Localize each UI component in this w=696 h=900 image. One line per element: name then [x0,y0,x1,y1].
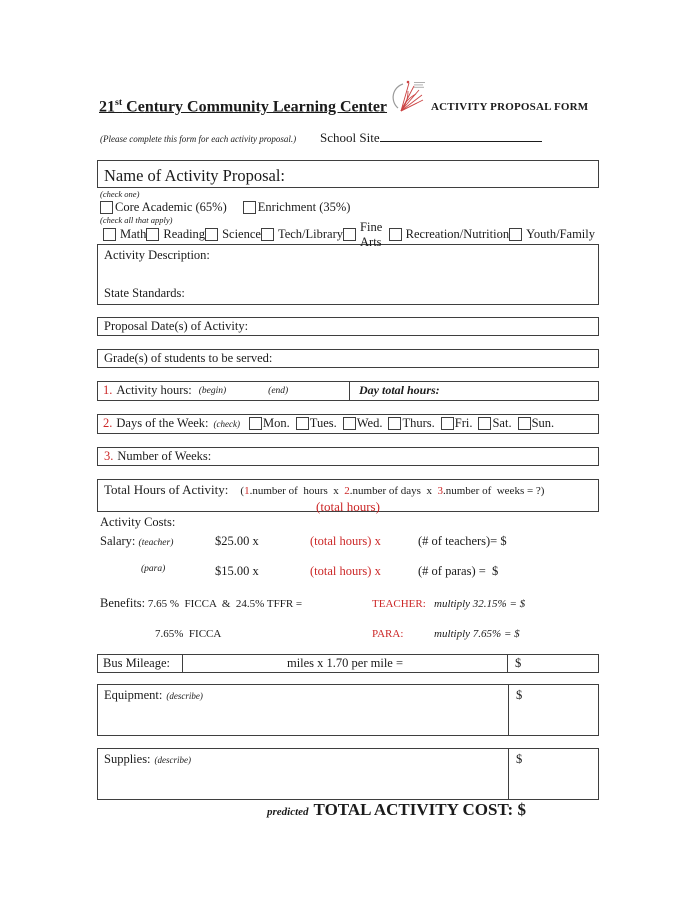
subject-recreation [389,227,509,242]
subject-math [103,227,146,242]
grades-box[interactable] [97,349,599,368]
supplies-describe-cell[interactable] [98,749,508,799]
title-number: 21 [99,98,115,115]
bus-mileage-dollar-cell[interactable] [508,655,598,672]
teacher-total-hours: (total hours) x [310,533,381,548]
math-checkbox[interactable] [103,228,116,241]
formula-seg-2: .number of days x [349,484,438,497]
activity-hours-label: Activity hours: [116,383,192,398]
teacher-calc: multiply 32.15% = $ [434,597,526,610]
end-label: (end) [268,385,289,396]
reading-label: Reading [163,227,206,242]
monday-label: Mon. [263,416,290,431]
subject-reading [146,227,205,242]
day-total-hours-cell[interactable] [350,382,598,400]
supplies-dollar-cell[interactable] [508,749,598,799]
category-options-row [100,200,599,214]
form-header [97,84,599,116]
begin-label: (begin) [198,385,227,396]
activity-name-label: Name of Activity Proposal: [104,166,286,185]
youth-family-label: Youth/Family [526,227,595,242]
fine-arts-checkbox[interactable] [343,228,356,241]
item-number-1: 1. [103,383,113,398]
subject-tech-library [261,227,343,242]
salary-teacher-label [100,534,215,549]
grades-label: Grade(s) of students to be served: [104,350,273,365]
day-monday [249,416,290,431]
sunday-label: Sun. [531,416,555,431]
supplies-describe-note: (describe) [154,754,192,765]
day-total-hours-label: Day total hours: [359,383,440,398]
form-name: ACTIVITY PROPOSAL FORM [431,101,589,113]
formula-seg-1: .number of hours x [249,484,345,497]
supplies-label: Supplies: [104,751,151,766]
saturday-checkbox[interactable] [478,417,491,430]
predicted-total-line [97,800,599,820]
enrichment-checkbox[interactable] [243,201,256,214]
teacher-rate: $25.00 x [215,533,259,548]
subject-science [205,227,261,242]
check-note: (check) [213,418,240,429]
wednesday-checkbox[interactable] [343,417,356,430]
formula-num-2: 2 [344,484,350,497]
predicted-label: predicted [267,805,309,818]
thursday-label: Thurs. [402,416,435,431]
equipment-dollar-sign: $ [516,687,523,702]
day-saturday [478,416,511,431]
recreation-label: Recreation/Nutrition [405,227,510,242]
teacher-note: (teacher) [138,537,174,548]
benefits-label: Benefits: [100,595,146,610]
para-result: (# of paras) = $ [418,563,499,578]
para-total-hours: (total hours) x [310,563,381,578]
equipment-describe-note: (describe) [166,690,203,701]
option-enrichment [243,200,351,215]
core-academic-label: Core Academic (65%) [115,199,227,214]
item-number-2: 2. [103,416,113,431]
wednesday-label: Wed. [356,416,383,431]
benefits-teacher-row [97,596,599,611]
bus-mileage-label: Bus Mileage: [103,655,171,670]
para-tag: PARA: [372,627,404,640]
formula-num-1: 1 [244,484,250,497]
teacher-result: (# of teachers)= $ [418,533,507,548]
days-of-week-label: Days of the Week: [116,416,209,431]
friday-label: Fri. [454,416,473,431]
total-hours-label: Total Hours of Activity: [104,481,229,497]
number-of-weeks-label: Number of Weeks: [117,448,212,463]
page-title [99,97,387,116]
para-calc: multiply 7.65% = $ [434,627,520,640]
fine-arts-label: Fine Arts [360,219,383,249]
days-of-week-box [97,414,599,434]
science-checkbox[interactable] [205,228,218,241]
intro-row [97,129,599,147]
core-academic-checkbox[interactable] [100,201,113,214]
formula-seg-3: .number of weeks = ?) [442,484,545,497]
activity-hours-cell[interactable] [98,382,350,400]
equipment-dollar-cell[interactable] [508,685,598,735]
title-rest: Century Community Learning Center [122,98,388,115]
total-hours-subline: (total hours) [316,498,380,514]
option-core-academic [100,200,227,215]
school-site-blank[interactable] [380,129,542,142]
school-site [320,129,542,146]
salary-label: Salary: [100,533,136,548]
bus-mileage-label-cell [98,655,183,672]
youth-family-checkbox[interactable] [509,228,522,241]
formula-num-3: 3 [437,484,443,497]
monday-checkbox[interactable] [249,417,262,430]
day-sunday [518,416,555,431]
enrichment-label: Enrichment (35%) [257,199,351,214]
benefits-teacher-formula-cell [100,596,372,611]
check-one-note: (check one) [100,189,140,199]
tuesday-label: Tues. [309,416,337,431]
total-hours-box[interactable] [97,479,599,512]
sunday-checkbox[interactable] [518,417,531,430]
item-number-3: 3. [104,448,114,463]
total-hours-formula [240,485,544,497]
equipment-box [97,684,599,736]
form-content [97,0,599,820]
supplies-dollar-sign: $ [516,751,523,766]
activity-description-box[interactable] [97,244,599,305]
para-note: (para) [141,563,166,574]
teacher-tag: TEACHER: [372,597,426,610]
activity-name-box[interactable] [97,160,599,188]
state-standards-label: State Standards: [104,285,185,300]
salary-teacher-row [97,534,599,549]
proposal-dates-label: Proposal Date(s) of Activity: [104,318,249,333]
school-site-label: School Site [320,130,380,145]
number-of-weeks-box[interactable] [97,447,599,466]
bus-mileage-formula: miles x 1.70 per mile = [286,655,404,670]
subject-youth-family [509,227,595,242]
day-wednesday [343,416,383,431]
equipment-label: Equipment: [104,687,163,702]
day-thursday [388,416,434,431]
thursday-checkbox[interactable] [388,417,401,430]
tech-library-checkbox[interactable] [261,228,274,241]
instruction-note: (Please complete this form for each activity proposal.) [100,134,297,144]
day-friday [441,416,473,431]
benefits-para-formula: 7.65% FICCA [155,627,222,640]
learning-center-logo-icon [390,79,430,117]
benefits-para-row [97,628,599,640]
total-hours-line [104,482,592,498]
bus-mileage-formula-cell[interactable] [183,655,508,672]
bus-dollar-sign: $ [515,655,522,670]
bus-mileage-box [97,654,599,673]
day-tuesday [296,416,337,431]
tech-library-label: Tech/Library [277,227,344,242]
proposal-dates-box[interactable] [97,317,599,336]
total-activity-cost-label: TOTAL ACTIVITY COST: $ [313,799,526,819]
formula-open: ( [240,484,245,497]
check-all-note: (check all that apply) [100,215,173,226]
equipment-describe-cell[interactable] [98,685,508,735]
subject-fine-arts [343,220,389,250]
activity-description-label: Activity Description: [104,247,210,262]
friday-checkbox[interactable] [441,417,454,430]
para-rate: $15.00 x [215,563,259,578]
math-label: Math [120,227,147,242]
tuesday-checkbox[interactable] [296,417,309,430]
recreation-checkbox[interactable] [389,228,402,241]
activity-costs-heading: Activity Costs: [100,514,176,529]
salary-para-row [97,564,599,579]
supplies-box [97,748,599,800]
science-label: Science [222,227,261,242]
reading-checkbox[interactable] [146,228,159,241]
benefits-teacher-formula: 7.65 % FICCA & 24.5% TFFR = [147,597,303,610]
activity-hours-box [97,381,599,401]
saturday-label: Sat. [492,416,512,431]
title-superscript: st [115,96,123,108]
